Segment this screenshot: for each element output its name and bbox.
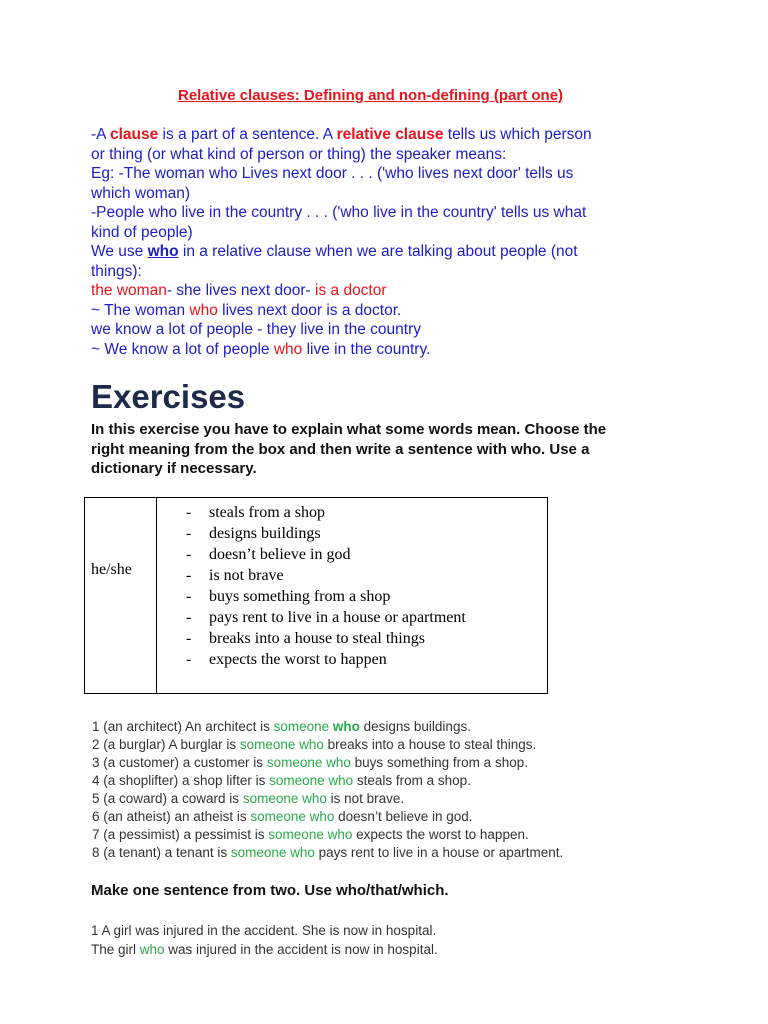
term-clause: clause <box>109 126 159 143</box>
meanings-list <box>186 502 466 670</box>
exercises-instructions: In this exercise you have to explain what some words mean. Choose the right meaning from the box and then write a sentence with who. Use a dictionary if necessary. <box>91 421 607 477</box>
page-title: Relative clauses: Defining and non-defining (part one) <box>178 87 564 104</box>
intro-line-2: or thing (or what kind of person or thing) the speaker means: <box>91 145 507 163</box>
list-item: - buys something from a shop <box>186 588 391 605</box>
list-item: - designs buildings <box>186 525 321 542</box>
exercises-heading: Exercises <box>91 378 246 415</box>
answer-line: 3 (a customer) a customer is someone who buys something from a shop. <box>92 755 528 770</box>
box-divider <box>156 498 157 693</box>
intro-line-9: the woman- she lives next door- is a doctor <box>91 282 387 299</box>
box-label: he/she <box>91 561 132 578</box>
list-item: - breaks into a house to steal things <box>186 630 425 647</box>
intro-text <box>91 125 691 359</box>
intro-line-1: -A clause is a part of a sentence. A relative clause tells us which person <box>91 126 592 143</box>
list-item: - steals from a shop <box>186 504 325 521</box>
intro-line-11: we know a lot of people - they live in the country <box>91 321 421 338</box>
intro-line-10: ~ The woman who lives next door is a doctor. <box>91 301 402 319</box>
list-item: - expects the worst to happen <box>186 651 387 668</box>
question-line: 1 A girl was injured in the accident. She is now in hospital. <box>91 923 437 938</box>
intro-line-5: -People who live in the country . . . ('who live in the country' tells us what <box>91 204 587 221</box>
answer-line: 6 (an atheist) an atheist is someone who doesn’t believe in god. <box>92 809 473 824</box>
intro-line-6: kind of people) <box>91 223 193 241</box>
list-item: - doesn’t believe in god <box>186 546 351 563</box>
intro-line-3: Eg: -The woman who Lives next door . . . ('who lives next door' tells us <box>91 165 574 182</box>
answer-line: The girl who was injured in the accident is now in hospital. <box>91 942 438 957</box>
answers-list <box>92 718 563 862</box>
list-item: - pays rent to live in a house or apartment <box>186 609 466 626</box>
intro-line-7: We use who in a relative clause when we are talking about people (not <box>91 243 578 260</box>
meanings-box <box>84 497 548 694</box>
part2-heading: Make one sentence from two. Use who/that/which. <box>91 882 449 899</box>
answer-line: 7 (a pessimist) a pessimist is someone who expects the worst to happen. <box>92 827 529 842</box>
intro-line-12: ~ We know a lot of people who live in the country. <box>91 340 431 358</box>
term-relative-clause: relative clause <box>336 126 444 143</box>
answer-line: 8 (a tenant) a tenant is someone who pays rent to live in a house or apartment. <box>92 845 564 860</box>
answer-line: 4 (a shoplifter) a shop lifter is someone who steals from a shop. <box>92 773 471 788</box>
intro-line-8: things): <box>91 262 142 280</box>
answer-line: 5 (a coward) a coward is someone who is not brave. <box>92 791 405 806</box>
term-who: who <box>147 243 179 260</box>
answer-line: 2 (a burglar) A burglar is someone who breaks into a house to steal things. <box>92 737 537 752</box>
part2-exercise <box>91 921 438 959</box>
intro-line-4: which woman) <box>91 184 191 202</box>
list-item: - is not brave <box>186 567 284 584</box>
answer-line: 1 (an architect) An architect is someone who designs buildings. <box>92 719 471 734</box>
